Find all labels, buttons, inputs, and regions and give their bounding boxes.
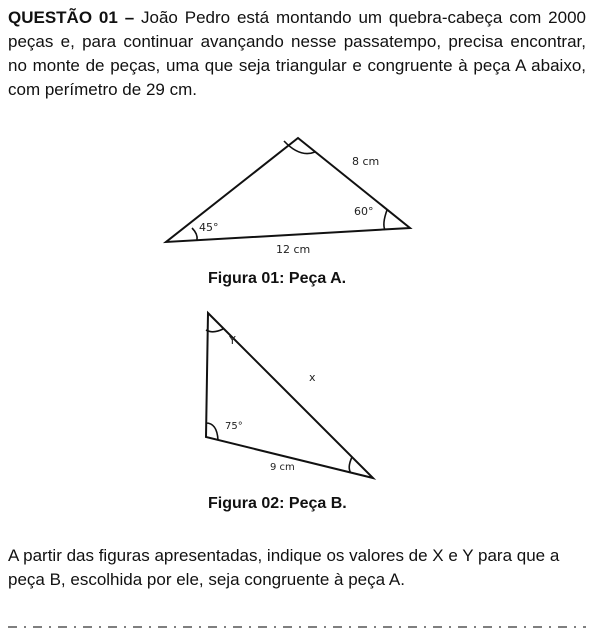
- piece-a-right-angle-arc: [384, 210, 387, 230]
- task-prompt: A partir das figuras apresentadas, indique os valores de X e Y para que a peça B, escolhida por ele, seja congruente à peça A.: [8, 546, 560, 589]
- next-question-cutoff: [8, 620, 586, 628]
- piece-a-side-top-label: 8 cm: [352, 155, 380, 168]
- figure-2-triangle: [195, 310, 395, 488]
- piece-a-angle-left-label: 45°: [199, 221, 219, 234]
- piece-b-angle-left-label: 75°: [225, 421, 243, 432]
- figure-1-triangle: [150, 132, 420, 260]
- piece-b-side-right-label: x: [309, 371, 316, 384]
- question-body: João Pedro está montando um quebra-cabeça com 2000 peças e, para continuar avançando nesse passatempo, precisa encontrar, no monte de peças, uma que seja triangular e congruente à peça A abaixo, com perímetro de 29 cm.: [8, 8, 586, 99]
- figure-2-caption: Figura 02: Peça B.: [208, 495, 347, 512]
- piece-a-angle-right-label: 60°: [354, 205, 374, 218]
- figure-1-caption: Figura 01: Peça A.: [208, 270, 347, 287]
- question-label: QUESTÃO 01 –: [8, 8, 135, 27]
- piece-a-side-bottom-label: 12 cm: [276, 243, 311, 256]
- piece-a-left-angle-arc: [192, 228, 197, 240]
- piece-b-right-angle-arc: [349, 457, 352, 473]
- piece-b-side-bottom-label: 9 cm: [270, 462, 295, 473]
- piece-b-angle-top-label: Y: [229, 334, 236, 347]
- question-statement: [8, 6, 586, 102]
